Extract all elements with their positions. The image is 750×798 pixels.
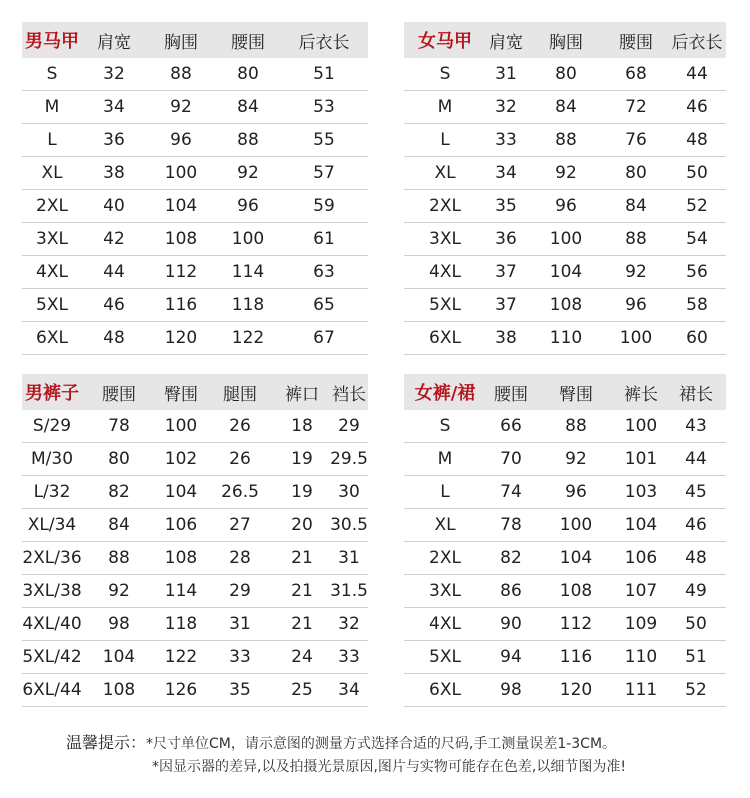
measurement-cell: 67 [313,328,335,348]
measurement-cell: 88 [565,416,587,436]
measurement-cell: 20 [291,515,313,535]
measurement-cell: 34 [338,680,360,700]
size-label: 3XL [429,581,461,601]
column-header: 胸围 [164,32,198,53]
size-label: S [439,416,451,436]
measurement-cell: 63 [313,262,335,282]
measurement-cell: 49 [685,581,707,601]
measurement-cell: 50 [686,163,708,183]
size-label: 3XL/38 [22,581,82,601]
measurement-cell: 50 [685,614,707,634]
table-row [22,190,368,223]
tips-line-1: *尺寸单位CM，请示意图的测量方式选择合适的尺码,手工测量误差1-3CM。 [146,736,617,752]
measurement-cell: 116 [559,647,593,667]
measurement-cell: 122 [231,328,265,348]
measurement-cell: 84 [237,97,259,117]
size-label: M/30 [30,449,74,469]
measurement-cell: 48 [686,130,708,150]
measurement-cell: 80 [237,64,259,84]
measurement-cell: 108 [559,581,593,601]
measurement-cell: 18 [291,416,313,436]
measurement-cell: 40 [103,196,125,216]
measurement-cell: 72 [625,97,647,117]
measurement-cell: 106 [624,548,658,568]
table-header [404,374,726,410]
table-row [404,256,726,289]
measurement-cell: 57 [313,163,335,183]
measurement-cell: 86 [500,581,522,601]
size-label: XL [41,163,63,183]
measurement-cell: 51 [313,64,335,84]
measurement-cell: 88 [555,130,577,150]
table-row [404,476,726,509]
measurement-cell: 53 [313,97,335,117]
measurement-cell: 110 [624,647,658,667]
table-row [22,91,368,124]
measurement-cell: 48 [685,548,707,568]
measurement-cell: 19 [291,482,313,502]
size-label: 4XL [429,614,461,634]
size-label: L [440,482,450,502]
column-header: 裤长 [624,384,658,405]
size-label: M [437,97,453,117]
measurement-cell: 30 [338,482,360,502]
measurement-cell: 80 [625,163,647,183]
measurement-cell: 80 [108,449,130,469]
table-row [22,289,368,322]
measurement-cell: 46 [103,295,125,315]
measurement-cell: 109 [624,614,658,634]
measurement-cell: 68 [625,64,647,84]
measurement-cell: 104 [164,482,198,502]
measurement-cell: 33 [338,647,360,667]
measurement-cell: 59 [313,196,335,216]
column-header: 臀围 [164,384,198,405]
measurement-cell: 44 [686,64,708,84]
table-row [404,289,726,322]
measurement-cell: 126 [164,680,198,700]
tips-line-2: *因显示器的差异,以及拍摄光景原因,图片与实物可能存在色差,以细节图为准! [152,759,626,775]
measurement-cell: 96 [555,196,577,216]
measurement-cell: 110 [549,328,583,348]
size-label: 5XL [429,295,461,315]
measurement-cell: 65 [313,295,335,315]
size-label: M [437,449,453,469]
measurement-cell: 34 [495,163,517,183]
women-pants-size-table [404,374,726,707]
column-header: 后衣长 [298,32,350,53]
measurement-cell: 46 [685,515,707,535]
table-row [404,190,726,223]
measurement-cell: 51 [685,647,707,667]
measurement-cell: 92 [170,97,192,117]
measurement-cell: 116 [164,295,198,315]
measurement-cell: 106 [164,515,198,535]
measurement-cell: 120 [559,680,593,700]
size-label: S/29 [32,416,72,436]
column-header: 胸围 [549,32,583,53]
measurement-cell: 107 [624,581,658,601]
measurement-cell: 32 [103,64,125,84]
measurement-cell: 82 [500,548,522,568]
size-label: 5XL [36,295,68,315]
table-row [404,542,726,575]
table-row [22,674,368,707]
measurement-cell: 42 [103,229,125,249]
column-header: 腰围 [231,32,265,53]
size-label: XL [434,163,456,183]
size-label: 4XL [429,262,461,282]
measurement-cell: 100 [619,328,653,348]
tips-label: 温馨提示： [66,733,147,752]
table-title: 男马甲 [25,31,79,52]
measurement-cell: 122 [164,647,198,667]
measurement-cell: 92 [108,581,130,601]
size-label: 6XL/44 [22,680,82,700]
table-row [404,223,726,256]
measurement-cell: 33 [229,647,251,667]
measurement-cell: 84 [108,515,130,535]
table-row [22,608,368,641]
measurement-cell: 92 [565,449,587,469]
column-header: 腿围 [223,384,257,405]
table-row [22,157,368,190]
measurement-cell: 25 [291,680,313,700]
table-row [404,91,726,124]
size-label: 2XL [429,548,461,568]
table-row [404,575,726,608]
measurement-cell: 88 [108,548,130,568]
measurement-cell: 118 [164,614,198,634]
size-label: 4XL [36,262,68,282]
measurement-cell: 55 [313,130,335,150]
column-header: 腰围 [102,384,136,405]
measurement-cell: 103 [624,482,658,502]
measurement-cell: 112 [164,262,198,282]
measurement-cell: 78 [108,416,130,436]
table-row [404,443,726,476]
measurement-cell: 26 [229,416,251,436]
measurement-cell: 66 [500,416,522,436]
measurement-cell: 30.5 [330,515,368,535]
size-label: 6XL [36,328,68,348]
measurement-cell: 31.5 [330,581,368,601]
measurement-cell: 92 [237,163,259,183]
measurement-cell: 31 [338,548,360,568]
size-label: XL/34 [27,515,77,535]
size-label: S [439,64,451,84]
measurement-cell: 112 [559,614,593,634]
table-title: 女马甲 [418,31,472,52]
men-pants-size-table [22,374,368,707]
size-label: 5XL [429,647,461,667]
measurement-cell: 35 [229,680,251,700]
measurement-cell: 114 [231,262,265,282]
table-row [404,124,726,157]
measurement-cell: 100 [559,515,593,535]
measurement-cell: 46 [686,97,708,117]
column-header: 臀围 [559,384,593,405]
size-label: 6XL [429,680,461,700]
measurement-cell: 90 [500,614,522,634]
table-row [404,322,726,355]
measurement-cell: 44 [685,449,707,469]
size-label: 2XL [429,196,461,216]
measurement-cell: 27 [229,515,251,535]
table-header [22,374,368,410]
measurement-cell: 21 [291,548,313,568]
measurement-cell: 37 [495,262,517,282]
measurement-cell: 100 [164,163,198,183]
column-header: 裙长 [679,384,713,405]
measurement-cell: 84 [555,97,577,117]
measurement-cell: 104 [164,196,198,216]
column-header: 腰围 [494,384,528,405]
measurement-cell: 111 [624,680,658,700]
measurement-cell: 60 [686,328,708,348]
table-row [22,542,368,575]
column-header: 肩宽 [489,32,523,53]
size-label: S [46,64,58,84]
measurement-cell: 94 [500,647,522,667]
table-header [404,22,726,58]
measurement-cell: 74 [500,482,522,502]
table-row [22,641,368,674]
measurement-cell: 36 [103,130,125,150]
measurement-cell: 21 [291,614,313,634]
table-title: 男裤子 [25,383,79,404]
measurement-cell: 108 [102,680,136,700]
measurement-cell: 32 [495,97,517,117]
measurement-cell: 120 [164,328,198,348]
size-label: 3XL [36,229,68,249]
measurement-cell: 38 [495,328,517,348]
column-header: 肩宽 [97,32,131,53]
measurement-cell: 38 [103,163,125,183]
measurement-cell: 29.5 [330,449,368,469]
men-vest-size-table [22,22,368,355]
table-header [22,22,368,58]
table-row [404,641,726,674]
measurement-cell: 104 [102,647,136,667]
measurement-cell: 21 [291,581,313,601]
column-header: 裆长 [332,384,366,405]
measurement-cell: 52 [685,680,707,700]
measurement-cell: 104 [624,515,658,535]
measurement-cell: 101 [624,449,658,469]
measurement-cell: 92 [555,163,577,183]
tips-section [66,731,626,779]
measurement-cell: 29 [229,581,251,601]
measurement-cell: 92 [625,262,647,282]
measurement-cell: 52 [686,196,708,216]
measurement-cell: 45 [685,482,707,502]
measurement-cell: 61 [313,229,335,249]
size-label: L [47,130,57,150]
measurement-cell: 98 [108,614,130,634]
measurement-cell: 98 [500,680,522,700]
size-label: 4XL/40 [22,614,82,634]
table-title: 女裤/裙 [414,383,476,404]
measurement-cell: 96 [170,130,192,150]
measurement-cell: 56 [686,262,708,282]
table-row [22,443,368,476]
measurement-cell: 82 [108,482,130,502]
measurement-cell: 34 [103,97,125,117]
column-header: 裤口 [285,384,319,405]
measurement-cell: 100 [549,229,583,249]
measurement-cell: 118 [231,295,265,315]
measurement-cell: 78 [500,515,522,535]
table-row [22,124,368,157]
size-label: M [44,97,60,117]
table-row [404,157,726,190]
measurement-cell: 48 [103,328,125,348]
measurement-cell: 58 [686,295,708,315]
measurement-cell: 37 [495,295,517,315]
measurement-cell: 100 [164,416,198,436]
size-label: 3XL [429,229,461,249]
column-header: 腰围 [619,32,653,53]
column-header: 后衣长 [671,32,723,53]
measurement-cell: 100 [231,229,265,249]
measurement-cell: 26.5 [221,482,259,502]
measurement-cell: 31 [495,64,517,84]
measurement-cell: 88 [625,229,647,249]
measurement-cell: 43 [685,416,707,436]
size-label: L/32 [33,482,71,502]
measurement-cell: 114 [164,581,198,601]
measurement-cell: 80 [555,64,577,84]
size-label: L [440,130,450,150]
table-row [22,322,368,355]
table-row [22,575,368,608]
measurement-cell: 31 [229,614,251,634]
measurement-cell: 104 [549,262,583,282]
measurement-cell: 108 [549,295,583,315]
women-vest-size-table [404,22,726,355]
size-label: 2XL [36,196,68,216]
measurement-cell: 19 [291,449,313,469]
measurement-cell: 54 [686,229,708,249]
measurement-cell: 44 [103,262,125,282]
measurement-cell: 26 [229,449,251,469]
measurement-cell: 96 [237,196,259,216]
measurement-cell: 70 [500,449,522,469]
measurement-cell: 33 [495,130,517,150]
measurement-cell: 102 [164,449,198,469]
table-row [22,58,368,91]
measurement-cell: 108 [164,229,198,249]
measurement-cell: 88 [237,130,259,150]
measurement-cell: 76 [625,130,647,150]
measurement-cell: 29 [338,416,360,436]
table-row [22,223,368,256]
size-label: 5XL/42 [22,647,82,667]
table-row [404,509,726,542]
table-row [22,509,368,542]
measurement-cell: 24 [291,647,313,667]
size-label: XL [434,515,456,535]
measurement-cell: 36 [495,229,517,249]
measurement-cell: 104 [559,548,593,568]
measurement-cell: 84 [625,196,647,216]
measurement-cell: 100 [624,416,658,436]
table-row [22,256,368,289]
table-row [404,674,726,707]
measurement-cell: 35 [495,196,517,216]
table-row [404,608,726,641]
measurement-cell: 28 [229,548,251,568]
size-label: 6XL [429,328,461,348]
measurement-cell: 96 [565,482,587,502]
measurement-cell: 108 [164,548,198,568]
table-row [22,476,368,509]
table-row [404,58,726,91]
table-row [404,410,726,443]
measurement-cell: 96 [625,295,647,315]
size-label: 2XL/36 [22,548,82,568]
table-row [22,410,368,443]
measurement-cell: 88 [170,64,192,84]
measurement-cell: 32 [338,614,360,634]
